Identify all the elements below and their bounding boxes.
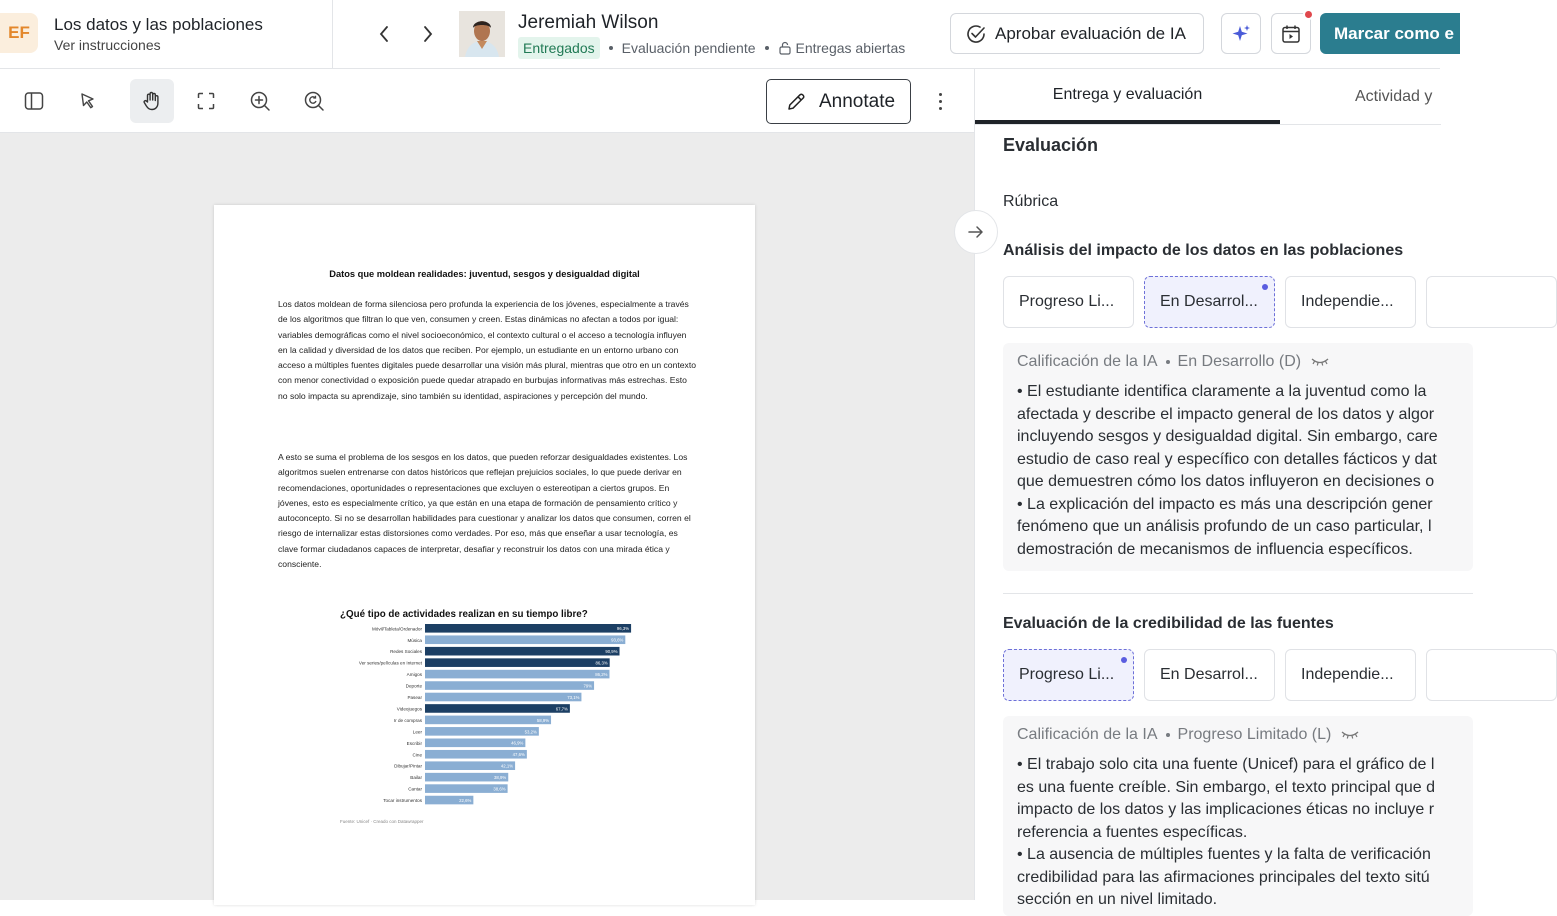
bar-value-label: 86,2% <box>595 672 608 677</box>
hand-icon <box>141 90 163 112</box>
ai-feedback-text <box>1017 381 1473 561</box>
bar-value-label: 42,1% <box>500 763 514 769</box>
level-option-next[interactable] <box>1426 276 1557 328</box>
level-option-limited[interactable]: Progreso Li... <box>1003 649 1134 701</box>
sidebar-toggle-button[interactable] <box>12 79 56 123</box>
more-vertical-icon <box>939 100 942 103</box>
eye-closed-icon[interactable] <box>1341 729 1359 741</box>
status-badge: Entregados <box>518 37 600 59</box>
bar-value-label: 93,6% <box>611 637 624 643</box>
instructions-link[interactable]: Ver instrucciones <box>54 37 161 53</box>
eye-closed-icon[interactable] <box>1311 356 1329 368</box>
document-paragraph: A esto se suma el problema de los sesgos en los datos, que pueden reforzar desigualdades existentes. Los algoritmos suelen entrenarse con datos históricos que reflejan prejuicios sociales, lo que puede derivar en recomendaciones, oportunidades o representaciones que excluyen o estereotipan a ciertos grupos. En jóvenes, esto es especialmente crítico, ya que están en una etapa de formación de pensamiento crítico y autoconcepto. Si no se desarrollan habilidades para cuestionar y analizar los datos que consumen, corren el riesgo de internalizar estas distorsiones como verdades. Por eso, más que enseñar a usar tecnología, es clave formar ciudadanos capaces de interpretar, desafiar y reconstruir los datos con una mirada ética y consciente. <box>278 452 691 570</box>
unlock-icon <box>778 41 792 55</box>
check-circle-icon <box>965 23 987 45</box>
calendar-icon <box>1281 24 1301 44</box>
feedback-line: • La explicación del impacto es más una descripción gener <box>1017 495 1433 513</box>
more-vertical-icon <box>939 107 942 110</box>
ai-feedback-box <box>1003 716 1473 916</box>
bar-value-label: 79% <box>583 683 593 689</box>
feedback-line: referencia a fuentes específicas. <box>1017 823 1248 841</box>
chart-plot <box>332 623 652 828</box>
bar-category-label: Tocar instrumentos <box>383 798 422 804</box>
bar-category-label: Dibujar/Pintar <box>394 763 422 769</box>
bar-value-label: 73,1% <box>567 694 580 700</box>
separator-dot <box>765 46 769 50</box>
level-option-developing[interactable]: En Desarrol... <box>1144 276 1275 328</box>
bar <box>425 624 631 633</box>
level-option-developing[interactable]: En Desarrol... <box>1144 649 1275 701</box>
ai-feedback-box <box>1003 343 1473 571</box>
annotate-button[interactable] <box>766 79 911 124</box>
bar-category-label: Música <box>407 637 422 643</box>
bar-category-label: Deporte <box>405 683 422 689</box>
bar-category-label: Videojuegos <box>396 706 422 712</box>
next-student-button[interactable] <box>415 21 441 47</box>
separator-dot <box>1166 360 1170 364</box>
bar-category-label: Redes Sociales <box>390 649 422 655</box>
chart-source: Fuente: Unicef · Creado con Datawrapper <box>340 819 424 824</box>
approve-ai-evaluation-button[interactable] <box>950 13 1204 54</box>
separator-dot <box>609 46 613 50</box>
submissions-status: Entregas abiertas <box>795 40 906 56</box>
bar-category-label: Amigos <box>406 672 422 678</box>
criterion-divider <box>1003 593 1473 594</box>
level-option-limited[interactable]: Progreso Li... <box>1003 276 1134 328</box>
annotate-label: Annotate <box>819 90 896 112</box>
document-viewer[interactable] <box>0 133 974 900</box>
hand-tool-button[interactable] <box>130 79 174 123</box>
assignment-title: Los datos y las poblaciones <box>54 15 263 34</box>
feedback-line: • El trabajo solo cita una fuente (Unicef) para el gráfico de l <box>1017 756 1435 773</box>
level-option-independent[interactable]: Independie... <box>1285 276 1416 328</box>
evaluation-panel <box>974 69 1440 908</box>
feedback-line: • La ausencia de múltiples fuentes y la falta de verificación <box>1017 846 1431 863</box>
level-option-next[interactable] <box>1426 649 1557 701</box>
evaluation-status: Evaluación pendiente <box>621 40 756 56</box>
criterion-title: Análisis del impacto de los datos en las poblaciones <box>1003 242 1404 259</box>
feedback-line: estudio de caso real y específico con detalles fácticos y dat <box>1017 450 1437 468</box>
more-vertical-icon <box>939 93 942 96</box>
ai-grade-value: Progreso Limitado (L) <box>1177 726 1332 743</box>
bar-value-label: 47,6% <box>512 752 525 758</box>
feedback-line: afectada y describe el impacto general de los datos y algor <box>1017 405 1435 423</box>
student-avatar <box>459 11 505 57</box>
collapse-panel-button[interactable] <box>954 210 998 254</box>
bar <box>425 681 594 690</box>
previous-student-button[interactable] <box>371 21 397 47</box>
bar-value-label: 22,6% <box>459 797 472 803</box>
bar <box>425 670 609 679</box>
bar-value-label: 67,7% <box>555 706 568 712</box>
feedback-line: credibilidad para las afirmaciones principales del texto sitú <box>1017 868 1430 886</box>
bar <box>425 750 527 759</box>
chevron-left-icon <box>378 25 390 43</box>
ai-grade-label: Calificación de la IA <box>1017 726 1158 743</box>
select-tool-button[interactable] <box>66 79 110 123</box>
document-paragraph: Los datos moldean de forma silenciosa pero profunda la experiencia de los jóvenes, especialmente a través de los algoritmos que filtran lo que ven, consumen y creen. Estas dinámicas no afectan a todos por igual: variables demográficas como el nivel socioeconómico, el contexto cultural o el acceso a tecnología influyen en la calidad y diversidad de los datos que reciben. Por ejemplo, un estudiante en un entorno urbano con acceso a múltiples fuentes digitales puede desarrollar una visión más plural, mientras que otro en un contexto con menor conectividad o exposición puede quedar atrapado en burbujas informativas más estrechas. Esto no solo impacta su aprendizaje, sino también su identidad, aspiraciones y percepción del mundo. <box>278 299 696 401</box>
zoom-reset-icon <box>303 90 325 112</box>
fit-screen-button[interactable] <box>184 79 228 123</box>
bar-value-label: 38,6% <box>493 786 506 792</box>
bar <box>425 693 581 702</box>
bar-category-label: Leer <box>412 729 422 735</box>
bar-category-label: Móvil/Tableta/Ordenador <box>371 626 422 632</box>
feedback-line: fenómeno que un análisis profundo de un caso particular, l <box>1017 518 1432 535</box>
bar-category-label: Pasear <box>407 695 422 700</box>
ai-grade-value: En Desarrollo (D) <box>1177 353 1302 370</box>
bar <box>425 647 620 656</box>
viewer-toolbar <box>0 69 974 133</box>
class-badge: EF <box>0 13 38 53</box>
rubric-label: Rúbrica <box>1003 193 1059 210</box>
bar-value-label: 96,3% <box>616 626 630 632</box>
ai-grade-header <box>1017 353 1329 371</box>
ai-grade-label: Calificación de la IA <box>1017 353 1158 370</box>
cursor-icon <box>78 91 98 111</box>
feedback-line: • El estudiante identifica claramente a la juventud como la <box>1017 383 1427 400</box>
tab-submission-evaluation[interactable]: Entrega y evaluación <box>975 69 1280 124</box>
bar-value-label: 58,9% <box>536 717 550 723</box>
notification-dot <box>1303 9 1314 20</box>
document-title: Datos que moldean realidades: juventud, sesgos y desigualdad digital <box>329 269 640 279</box>
bar-value-label: 38,9% <box>494 775 507 781</box>
ai-feedback-text <box>1017 754 1473 912</box>
bar-category-label: Ir de compras <box>393 717 422 723</box>
section-title: Evaluación <box>1003 135 1099 155</box>
bar-value-label: 46,9% <box>511 740 524 746</box>
top-header <box>0 0 1454 69</box>
bar-category-label: Cantar <box>408 786 422 792</box>
ai-assistant-button[interactable] <box>1221 13 1261 54</box>
feedback-line: impacto de los datos y las implicaciones éticas no incluye r <box>1017 801 1435 818</box>
chart-title: ¿Qué tipo de actividades realizan en su tiempo libre? <box>340 609 588 620</box>
mark-as-button[interactable]: Marcar como e <box>1320 13 1460 54</box>
feedback-line: incluyendo sesgos y desigualdad digital. Sin embargo, care <box>1017 428 1438 445</box>
zoom-reset-button[interactable] <box>292 79 336 123</box>
bar <box>425 716 551 725</box>
chevron-right-icon <box>422 25 434 43</box>
student-name: Jeremiah Wilson <box>518 12 659 33</box>
zoom-in-icon <box>249 90 271 112</box>
ai-grade-header <box>1017 726 1359 744</box>
bar <box>425 635 625 644</box>
bar-value-label: 53,2% <box>524 729 537 735</box>
activities-chart <box>332 609 652 834</box>
expand-icon <box>196 91 216 111</box>
arrow-right-icon <box>967 223 985 241</box>
feedback-line: que demuestren cómo los datos influyeron en decisiones o <box>1017 473 1435 490</box>
level-option-independent[interactable]: Independie... <box>1285 649 1416 701</box>
sparkle-icon <box>1230 23 1252 45</box>
tabs-divider <box>975 124 1441 125</box>
bar-value-label: 86,3% <box>595 660 608 666</box>
feedback-line: es una fuente creíble. Sin embargo, el texto principal que d <box>1017 778 1436 796</box>
sidebar-icon <box>23 90 45 112</box>
bar <box>425 727 539 736</box>
bar <box>425 704 570 713</box>
more-options-button[interactable] <box>928 89 952 113</box>
bar-category-label: Escribir <box>406 740 422 746</box>
bar-category-label: Cine <box>412 752 422 758</box>
criterion-title: Evaluación de la credibilidad de las fuentes <box>1003 615 1334 632</box>
separator-dot <box>1166 733 1170 737</box>
bar <box>425 658 610 667</box>
document-page <box>214 205 755 905</box>
bar-value-label: 90,9% <box>605 649 618 655</box>
student-status-row <box>518 37 905 59</box>
pencil-icon <box>785 91 807 113</box>
tab-activity[interactable]: Actividad y <box>1355 87 1433 105</box>
zoom-in-button[interactable] <box>238 79 282 123</box>
bar-category-label: Ver series/películas en Internet <box>358 660 422 666</box>
feedback-line: sección en un nivel limitado. <box>1017 891 1218 908</box>
assignment-info <box>0 0 333 69</box>
feedback-line: demostración de mecanismos de influencia específicos. <box>1017 540 1413 558</box>
bar-category-label: Bailar <box>410 775 422 781</box>
approve-label: Aprobar evaluación de IA <box>995 23 1186 43</box>
